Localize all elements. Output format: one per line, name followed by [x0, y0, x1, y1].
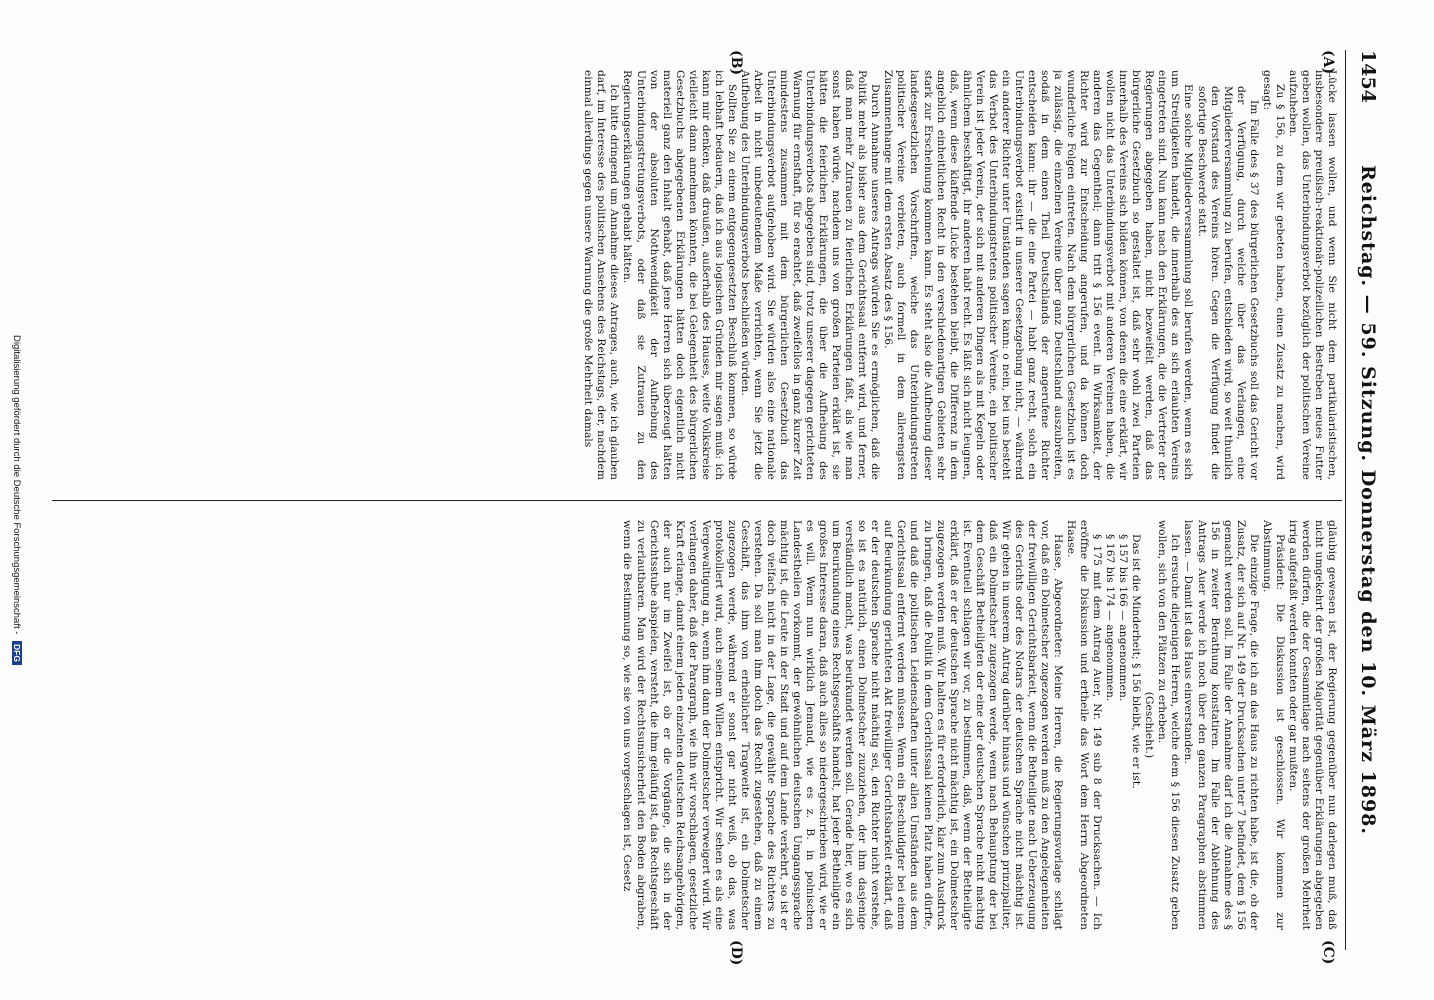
- page-header: [1349, 50, 1379, 950]
- paragraph: Sollten Sie zu einem entgegengesetzten Beschluß kommen, so würde ich lebhaft bedauern, daß ich aus logischen Gründen mir sagen muß: ich kann mir denken, daß draußen, außerhalb des Hauses, weite Volkskreise vielleicht dann annehmen könnten, die bei Gelegenheit des bürgerlichen Gesetzbuchs abgegebenen Erklärungen hätten doch eigentlich nicht materiell ganz den Inhalt gehabt, daß jene Herren sich überzeugt hätten von der absoluten Nothwendigkeit der Aufhebung des Unterbindungstretungsverbots, oder daß sie Zutrauen zu den Regierungserklärungen gehabt hätten.: [621, 70, 738, 480]
- paragraph: Zu § 156, zu dem wir gebeten haben, einen Zusatz zu machen, wird gesagt:: [1260, 70, 1286, 480]
- margin-mark-c: (C): [1320, 940, 1336, 965]
- speaker-paragraph: Haase, Abgeordneter: Meine Herren, die Regierungsvorlage schlägt vor, daß ein Dolmetscher zugezogen werden muß zu den Angelegenheiten der freiwilligen Gerichtsbarkeit, wenn die Betheiligte nach Ueberzeugung des Gerichts oder des Notars der deutschen Sprache nicht mächtig ist. Wir gehen in unserem Antrag darüber hinaus und wünschen prinzipaliter, daß ein Dolmetscher zugezogen werde, wenn nach Behauptung der bei dem Geschäft Betheiligten der eine der deutschen Sprache nicht mächtig ist. Eventuell schlagen wir vor, zu bestimmen, daß, wenn der Betheiligte erklärt, daß er der deutschen Sprache nicht mächtig ist, ein Dolmetscher zugezogen werden muß. Wir halten es für erforderlich, klar zum Ausdruck zu bringen, daß die Politik in dem Gerichtssaal keinen Platz haben dürfte, und daß die politischen Leidenschaften unter allen Umständen aus dem Gerichtssaal entfernt werden müssen. Wenn ein Beschuldigter bei einem auf Beurkundung gerichteten Akt freiwilliger Gerichtsbarkeit erklärt, daß er der deutschen Sprache nicht mächtig sei, den Richter nicht verstehe, so ist es natürlich, einen Dolmetscher zuzuziehen, der ihm dasjenige verständlich macht, was beurkundet werden soll. Gerade hier, wo es sich um Beurkundung eines Rechtsgeschäfts handelt, hat jeder Betheiligte ein großes Interesse daran, daß auch alles so niedergeschrieben wird, wie er es will. Wenn nun wirklich Jemand, wie es z. B. in polnischen Landestheilen vorkommt, der gewöhnlichen deutschen Umgangssprache mächtig ist, die Leute in der Stadt und auf dem Lande verkehrt, so ist er doch vielfach nicht in der Lage, die gewählte Sprache des Richters zu verstehen. Da soll man ihm doch das Recht zugestehen, daß zu einem Geschäft, das ihm von erheblicher Tragweite ist, ein Dolmetscher zugezogen werde, während er sonst gar nicht weiß, ob das, was protokolliert wird, auch seinem Willen entspricht. Wir sehen es als eine Vergewaltigung an, wenn ihm dann der Dolmetscher verweigert wird. Wir verlangen daher, daß der Paragraph, wie ihn wir vorschlagen, gesetzliche Kraft erlange, damit einem jeden einzelnen deutschen Reichsangehörigen, der auch nur im Zweifel ist, ob er die Vorgänge, die sich in der Gerichtsstube abspielen, versteht, die ihm geläufig ist, das Rechtsgeschäft zu verlautbaren. Man wird der Rechtsunsicherheit den Boden abgraben, wenn die Bestimmung so, wie sie von uns vorgeschlagen ist, Gesetz: [621, 520, 1065, 930]
- paragraph: § 167 bis 174 — angenommen.: [1104, 534, 1117, 702]
- right-column: [48, 520, 1338, 930]
- margin-mark-a: (A): [1320, 50, 1336, 75]
- dfg-logo: DFG: [12, 641, 22, 665]
- paragraph: Die einzige Frage, die ich an das Haus zu richten habe, ist die, ob der Zusatz, der sich auf Nr. 149 der Drucksachen unter 7 befindet, dem § 156 gemacht werden soll. Im Falle der Annahme darf ich die Annahme des § 156 in zweiter Berathung konstatiren. Im Falle der Ablehnung des Antrags Auer werde ich noch über den ganzen Paragraphen abstimmen lassen. — Damit ist das Haus einverstanden.: [1182, 520, 1260, 930]
- paragraph: Ich bitte dringend um Annahme dieses Antrages, auch, wie ich glauben darf, im Interesse des politischen Ansehens des Reichstags, der, nachdem einmal allerdings gegen unsere Warnung die große Mehrheit damals: [582, 70, 621, 480]
- paragraph: Das ist die Minderheit; § 156 bleibt, wie er ist.: [1130, 534, 1143, 789]
- column-divider: [52, 500, 1342, 501]
- left-column: [48, 70, 1338, 480]
- paragraph: Ich ersuche diejenigen Herren, welche dem § 156 diesen Zusatz geben wollen, sich von den Plätzen zu erheben.: [1156, 520, 1182, 930]
- paragraph: Lücke lassen wollen, und wenn Sie nicht dem partikularistischen, insbesondere preußisch-reaktionär-polizeilichen Bestreben neues Futter geben wollen, das Unterbindungsverbot bezüglich der politischen Vereine aufzuheben.: [1286, 70, 1338, 480]
- header-rule: [1345, 50, 1346, 950]
- quoted-paragraph: Im Falle des § 37 des bürgerlichen Gesetzbuchs soll das Gericht vor der Verfügung, durch welche über das Verlangen, eine Mitgliederversammlung zu berufen, entschieden wird, so weit thunlich den Vorstand des Vereins hören. Gegen die Verfügung findet die sofortige Beschwerde statt.: [1195, 86, 1260, 480]
- footer-text: Digitalisierung gefördert durch die Deutsche Forschungsgemeinschaft -: [11, 335, 22, 635]
- speaker-paragraph: Präsident: Die Diskussion ist geschlossen. Wir kommen zur Abstimmung.: [1260, 520, 1286, 930]
- page-number: 1454: [1357, 50, 1379, 103]
- page-title: Reichstag. — 59. Sitzung. Donnerstag den 10. März 1898.: [1357, 165, 1379, 835]
- paragraph: § 157 bis 166 — angenommen.: [1117, 534, 1130, 702]
- margin-mark-d: (D): [728, 940, 744, 966]
- paragraph: Durch Annahme unseres Antrags würden Sie es ermöglichen, daß die Politik mehr als bisher aus dem Gerichtssaal entfernt wird, und ferner, daß man mehr Zutrauen zu feierlichen Erklärungen faßt, als wie man sonst haben würde, nachdem uns von großen Parteien erklärt ist, sie hätten die feierlichen Erklärungen, die über die Aufhebung des Unterbindungsverbots abgegeben sind, trotz unserer dagegen gerichteten Warnung für ernsthaft, für so erachtet, daß zweifellos in ganz kurzer Zeit mindestens zusammen mit dem bürgerlichen Gesetzbuch das Unterbindungsverbot aufgehoben wird. Sie würden also eine nationale Arbeit in nicht unbedeutendem Maße verrichten, wenn Sie jetzt die Aufhebung des Unterbindungsverbots beschließen würden.: [738, 70, 882, 480]
- stage-direction: (Geschieht.): [1143, 691, 1156, 759]
- margin-mark-b: (B): [728, 50, 744, 76]
- paragraph: gläubig gewesen ist, der Regierung gegenüber nun darlegen muß, daß nicht umgekehrt der großen Majorität gegenüber Erklärungen abgegeben werden dürfen, die der Gesammtlage nach seitens der großen Mehrheit irrig aufgefaßt werden konnten oder gar mußten.: [1286, 520, 1338, 930]
- paragraph: Eine solche Mitgliederversammlung soll berufen werden, wenn es sich um Streitigkeiten handelt, die innerhalb des an sich erlaubten Vereins eingetreten sind. Nun kann nach den Erklärungen, die die Vertreter der Regierungen abgegeben haben, nicht bezweifelt werden, daß das bürgerliche Gesetzbuch so gestaltet ist, daß sehr wohl zwei Parteien innerhalb des Vereins sich bilden können, von denen die eine erklärt, wir wollen nicht das Unterbindungsverbot mit anderen Vereinen haben, die anderen das Gegentheil; dann tritt § 156 event. in Wirksamkeit, der Richter wird zur Entscheidung angerufen, und da können doch wunderliche Folgen eintreten. Nach dem bürgerlichen Gesetzbuch ist es ja zulässig, die einzelnen Vereine über ganz Deutschland auszubreiten, sodaß in dem einen Theil Deutschlands der angerufene Richter entscheiden kann: ihr — die eine Partei — habt ganz recht, solch ein Unterbindungsverbot existirt in unserer Gesetzgebung nicht, — während ein anderer Richter unter Umständen sagen kann: o nein, bei uns besteht das Verbot des Unterbindungstretens politischer Vereine, ein politischer Verein ist jeder Verein, der sich mit anderen Dingen als mit Kegeln oder ähnlichem beschäftigt, ihr anderen habt recht. Es läßt sich nicht leugnen, daß, wenn diese klaffende Lücke bestehen bleibt, die Differenz in dem angeblich einheitlichen Recht in den verschiedenartigen Gebieten sehr stark zur Erscheinung kommen kann. Es steht also die Aufhebung dieser landesgesetzlichen Vorschriften, welche das Unterbindungstreten politischer Vereine verbieten, auch formell in dem allerengsten Zusammenhange mit dem ersten Absatz des § 156.: [882, 70, 1195, 480]
- digitization-footer: [11, 0, 22, 1000]
- paragraph: § 175 mit dem Antrag Auer, Nr. 149 sub 8 der Drucksachen. — Ich eröffne die Diskussion und ertheile das Wort dem Herrn Abgeordneten Haase.: [1065, 520, 1104, 930]
